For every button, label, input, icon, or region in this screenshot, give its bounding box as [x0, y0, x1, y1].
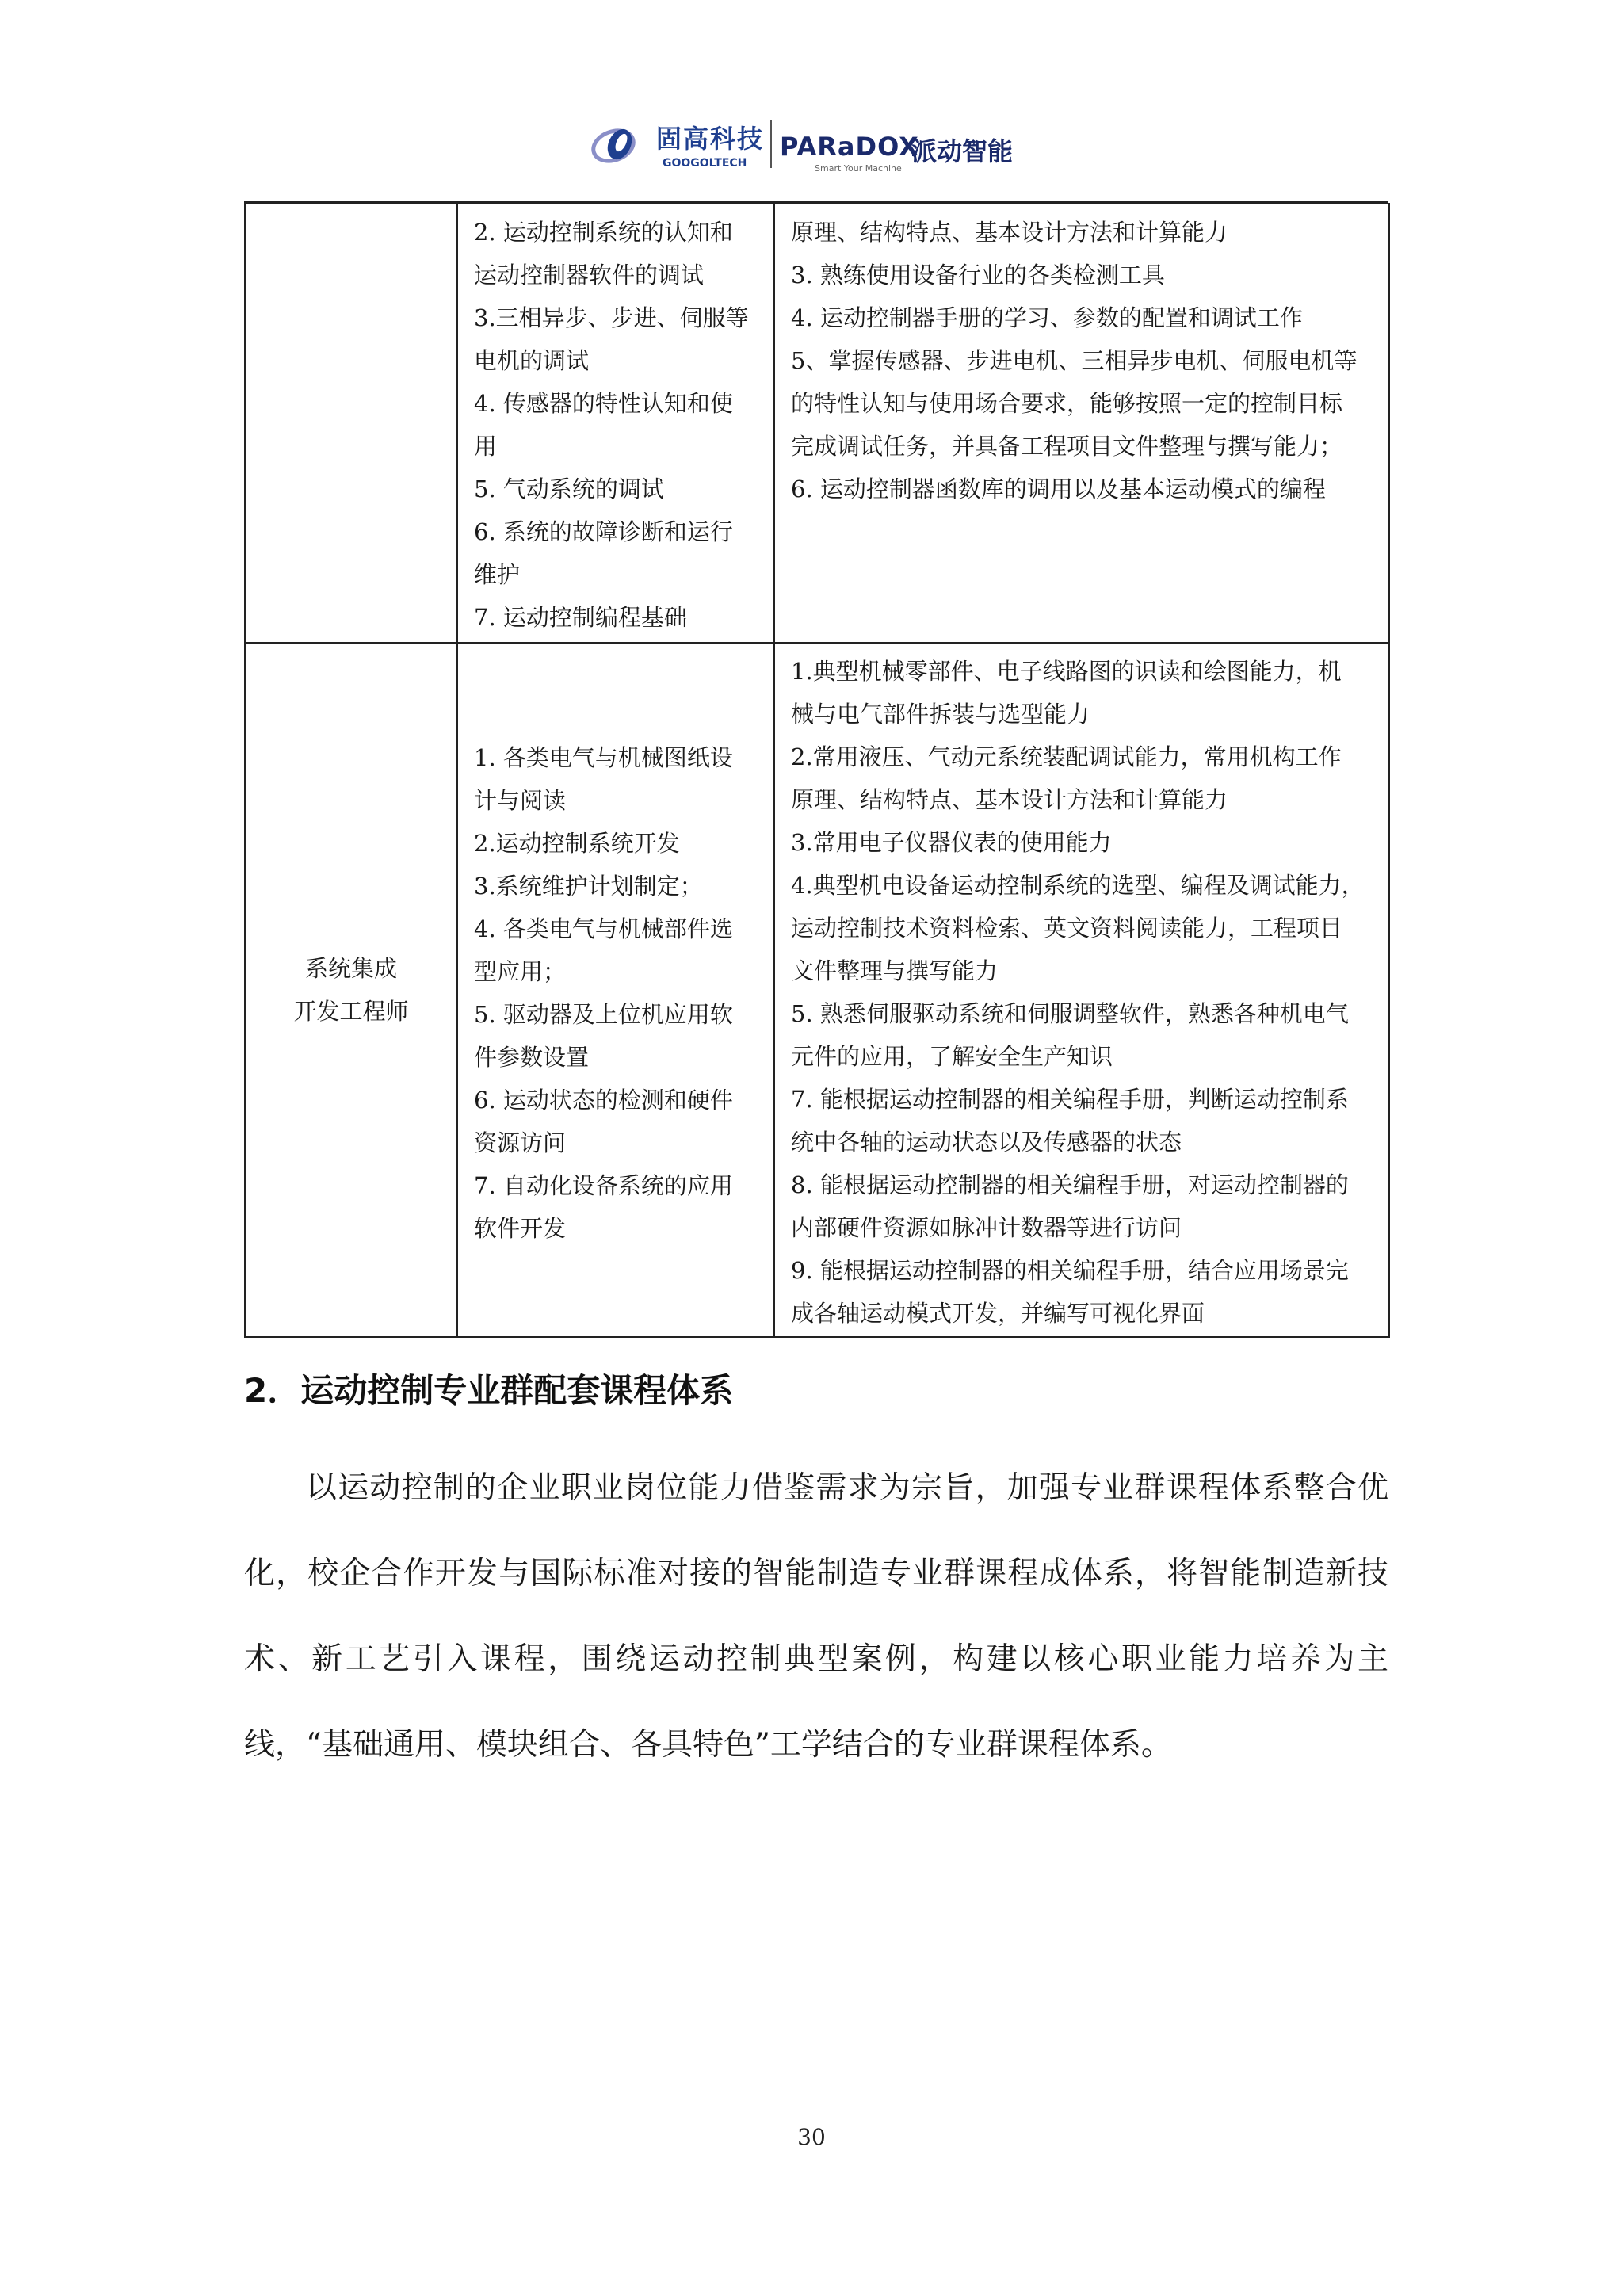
task-line: 4. 各类电气与机械部件选: [474, 915, 733, 942]
task-line: 3.系统维护计划制定；: [474, 873, 703, 900]
section-heading: 2．运动控制专业群配套课程体系: [244, 1371, 734, 1410]
task-line: 3.三相异步、步进、伺服等: [474, 304, 749, 331]
ability-line: 3. 熟练使用设备行业的各类检测工具: [791, 262, 1165, 288]
ability-line: 4. 运动控制器手册的学习、参数的配置和调试工作: [791, 304, 1303, 331]
page-number: 30: [797, 2124, 826, 2150]
task-line: 1. 各类电气与机械图纸设: [474, 744, 733, 771]
ability-line: 2.常用液压、气动元系统装配调试能力，常用机构工作: [791, 743, 1342, 770]
paradox-brand-cn: 派动智能: [911, 136, 1014, 166]
ability-line: 的特性认知与使用场合要求，能够按照一定的控制目标: [791, 390, 1343, 417]
task-line: 7. 运动控制编程基础: [474, 604, 687, 631]
task-line: 维护: [474, 561, 521, 588]
table-row: [245, 204, 1389, 643]
ability-line: 6. 运动控制器函数库的调用以及基本运动模式的编程: [791, 476, 1326, 502]
ability-line: 元件的应用，了解安全生产知识: [791, 1043, 1113, 1070]
ability-line: 7. 能根据运动控制器的相关编程手册，判断运动控制系: [791, 1086, 1349, 1113]
task-line: 4. 传感器的特性认知和使: [474, 390, 733, 417]
work-tasks-cell: [457, 643, 774, 1337]
paradox-tagline: Smart Your Machine: [815, 163, 902, 174]
task-line: 7. 自动化设备系统的应用: [474, 1172, 733, 1199]
ability-line: 统中各轴的运动状态以及传感器的状态: [791, 1129, 1182, 1156]
ability-line: 完成调试任务，并具备工程项目文件整理与撰写能力；: [791, 433, 1343, 460]
body-paragraph: 以运动控制的企业职业岗位能力借鉴需求为宗旨，加强专业群课程体系整合优化，校企合作开发与国际标准对接的智能制造专业群课程成体系，将智能制造新技术、新工艺引入课程，围绕运动控制典型案例，构建以核心职业能力培养为主线，“基础通用、模块组合、各具特色”工学结合的专业群课程体系。: [244, 1470, 1388, 1763]
task-line: 2. 运动控制系统的认知和: [474, 219, 733, 246]
ability-line: 内部硬件资源如脉冲计数器等进行访问: [791, 1214, 1182, 1241]
role-title: 系统集成: [304, 955, 397, 982]
googoltech-brand-en: GOOGOLTECH: [663, 157, 747, 170]
ability-line: 械与电气部件拆装与选型能力: [791, 701, 1090, 728]
table-row: [245, 643, 1389, 1337]
task-line: 件参数设置: [474, 1044, 590, 1071]
task-line: 型应用；: [474, 958, 567, 985]
ability-line: 3.常用电子仪器仪表的使用能力: [791, 829, 1112, 856]
task-line: 6. 运动状态的检测和硬件: [474, 1087, 733, 1114]
task-line: 电机的调试: [474, 347, 590, 374]
work-tasks-cell: [457, 204, 774, 643]
ability-line: 9. 能根据运动控制器的相关编程手册，结合应用场景完: [791, 1257, 1349, 1284]
role-title: 开发工程师: [293, 998, 409, 1025]
abilities-cell: [774, 204, 1389, 643]
googoltech-logo-icon: [590, 125, 645, 166]
ability-line: 文件整理与撰写能力: [791, 957, 999, 984]
task-line: 用: [474, 433, 498, 460]
abilities-cell: [774, 643, 1389, 1337]
ability-line: 5、掌握传感器、步进电机、三相异步电机、伺服电机等: [791, 347, 1358, 374]
ability-line: 8. 能根据运动控制器的相关编程手册，对运动控制器的: [791, 1171, 1349, 1198]
task-line: 5. 驱动器及上位机应用软: [474, 1001, 733, 1028]
brand-divider: [770, 120, 772, 168]
ability-line: 4.典型机电设备运动控制系统的选型、编程及调试能力，: [791, 872, 1365, 899]
role-cell: [245, 204, 457, 643]
ability-line: 原理、结构特点、基本设计方法和计算能力: [791, 786, 1228, 813]
task-line: 2.运动控制系统开发: [474, 830, 680, 857]
task-line: 6. 系统的故障诊断和运行: [474, 518, 733, 545]
task-line: 计与阅读: [474, 787, 567, 814]
ability-line: 5. 熟悉伺服驱动系统和伺服调整软件，熟悉各种机电气: [791, 1000, 1349, 1027]
ability-line: 原理、结构特点、基本设计方法和计算能力: [791, 219, 1228, 246]
task-line: 软件开发: [474, 1215, 567, 1242]
ability-line: 运动控制技术资料检索、英文资料阅读能力，工程项目: [791, 915, 1343, 942]
competency-table: [244, 203, 1390, 1338]
task-line: 资源访问: [474, 1129, 567, 1156]
page-header: [0, 117, 1623, 173]
paradox-logo: PARaDOX: [780, 132, 919, 162]
ability-line: 成各轴运动模式开发，并编写可视化界面: [791, 1300, 1205, 1327]
role-cell: [245, 643, 457, 1337]
ability-line: 1.典型机械零部件、电子线路图的识读和绘图能力，机: [791, 658, 1342, 685]
task-line: 5. 气动系统的调试: [474, 476, 664, 502]
task-line: 运动控制器软件的调试: [474, 262, 705, 288]
googoltech-brand-cn: 固高科技: [656, 124, 765, 154]
